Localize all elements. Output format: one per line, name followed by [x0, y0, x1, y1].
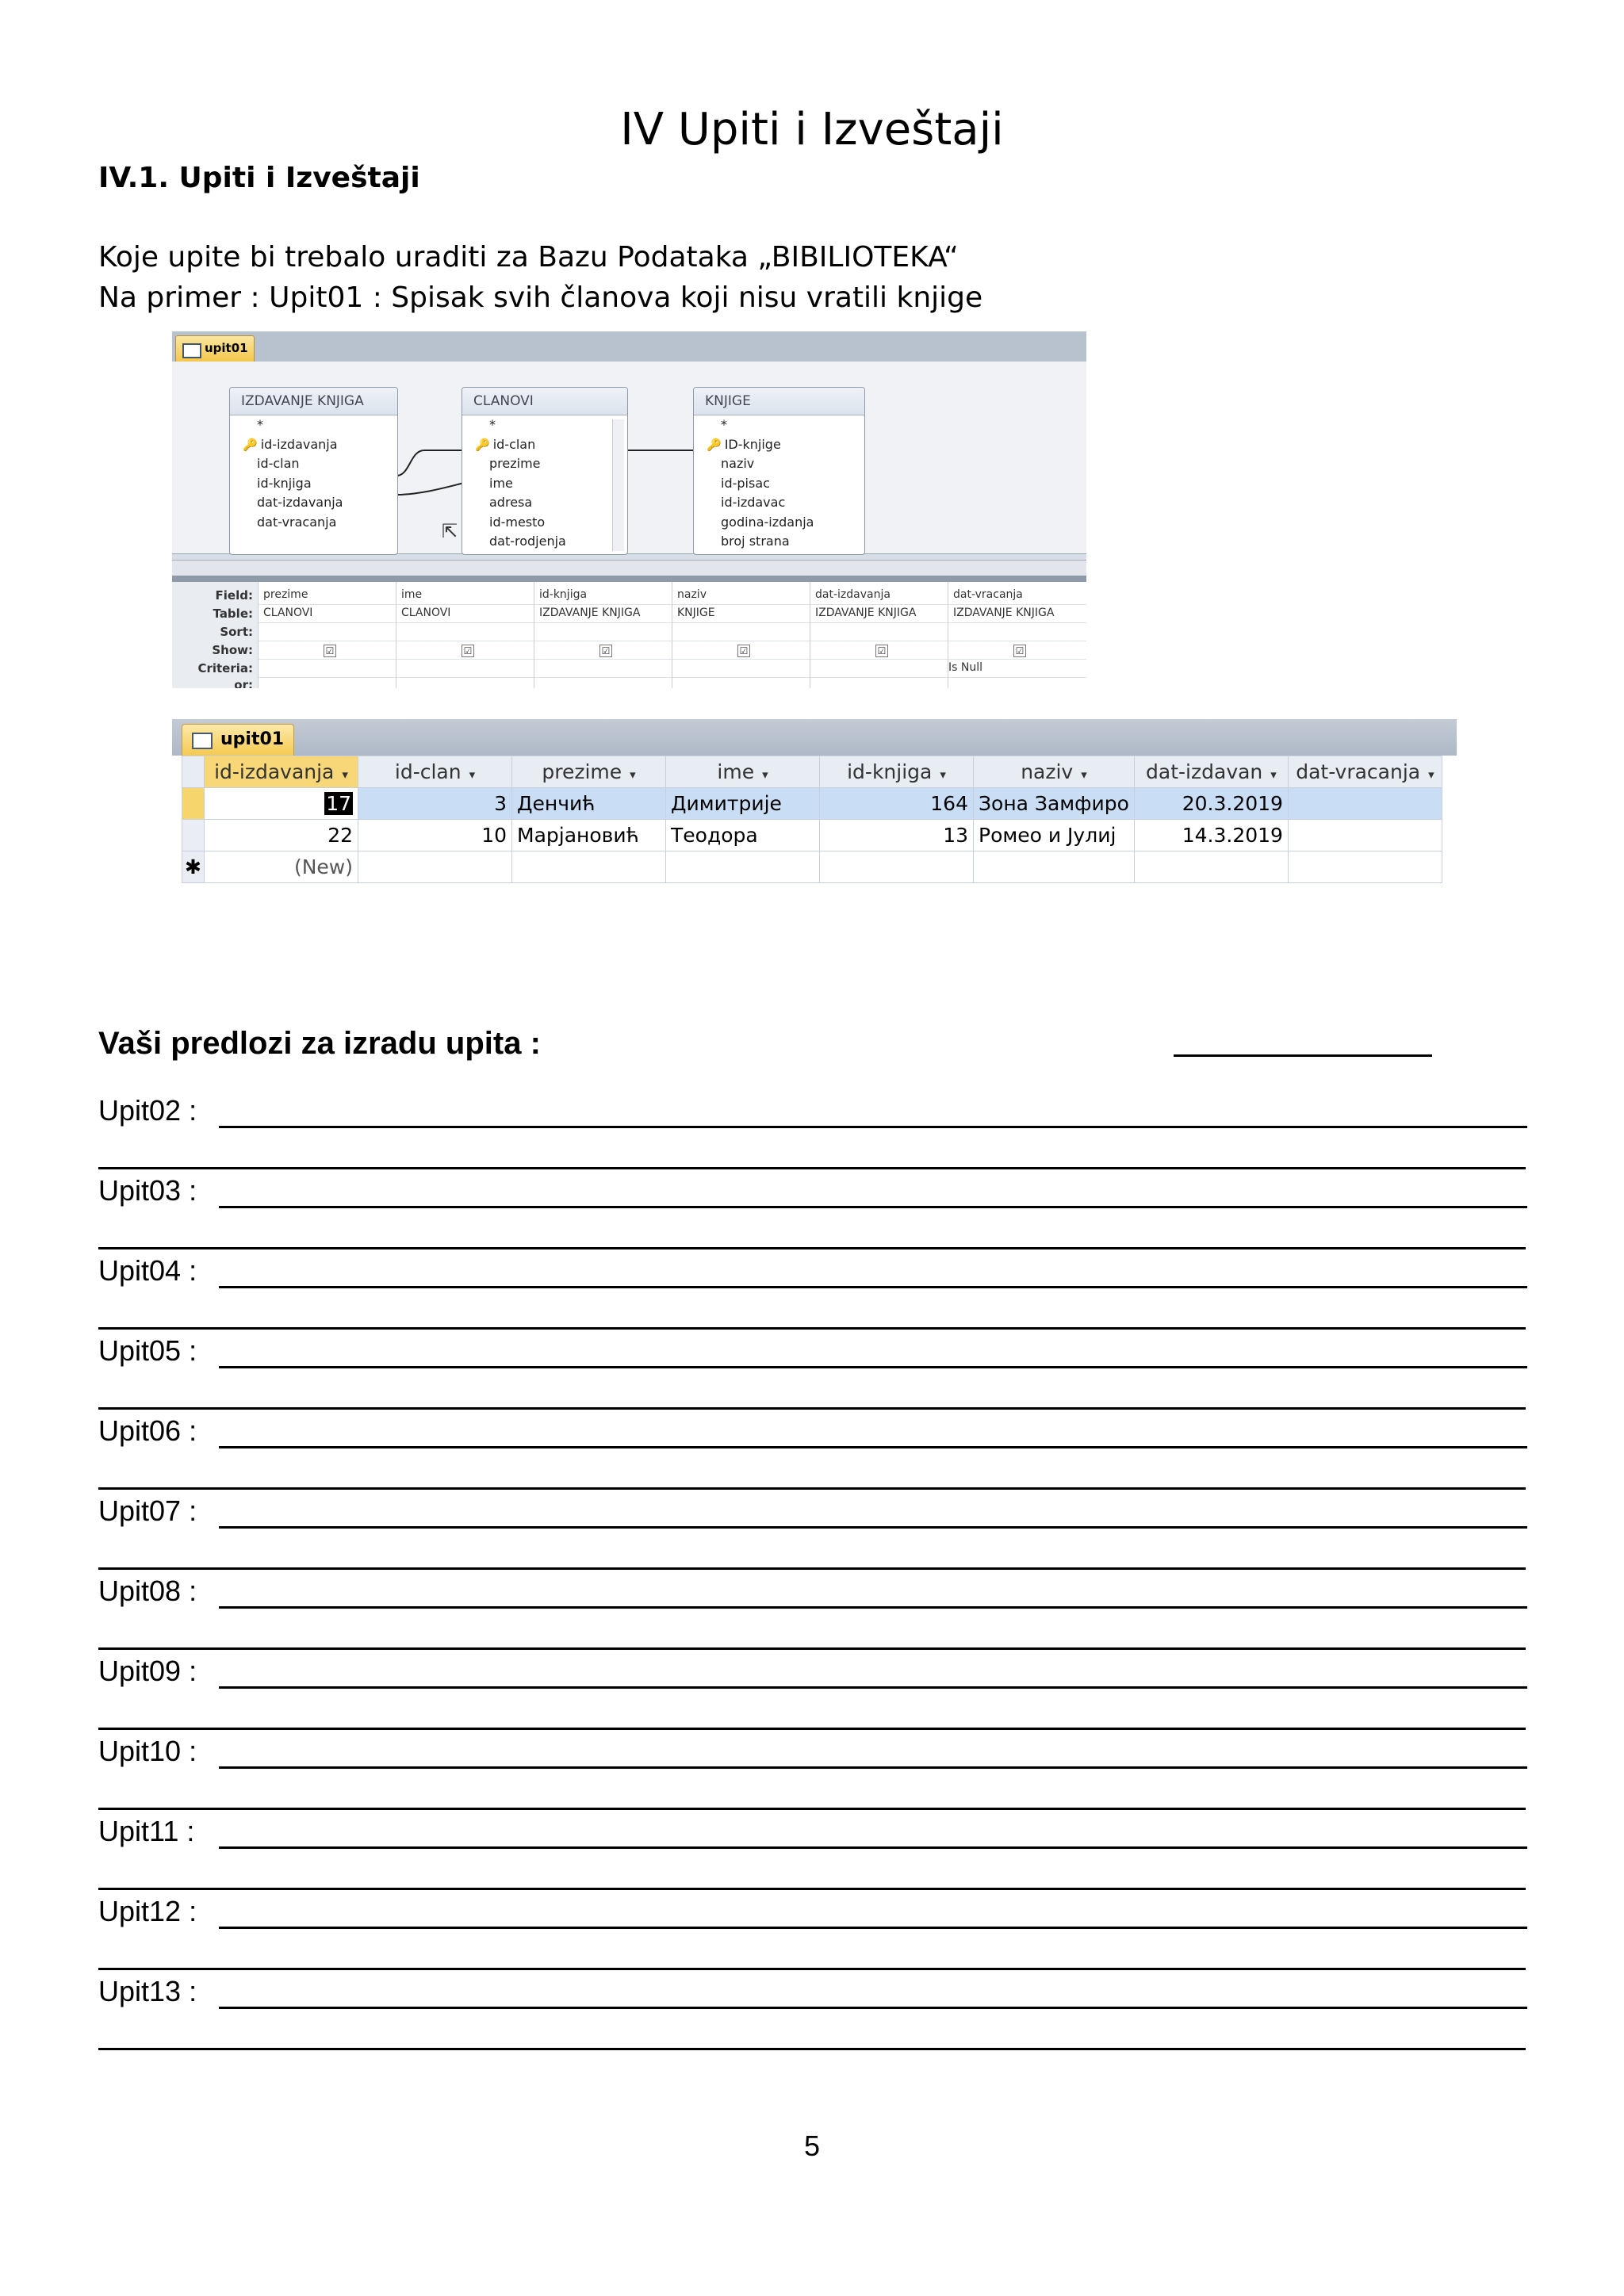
chevron-down-icon[interactable]: ▾	[940, 767, 946, 782]
column-header[interactable]: id-clan ▾	[358, 756, 512, 788]
answer-line[interactable]	[219, 1927, 1527, 1929]
answer-line-continuation[interactable]	[98, 1247, 1526, 1249]
query-label: Upit12 :	[98, 1895, 197, 1927]
field[interactable]: dat-vracanja	[257, 514, 337, 530]
answer-line[interactable]	[219, 1686, 1527, 1689]
cell-prezime[interactable]: Денчић	[512, 788, 666, 820]
table-row[interactable]	[182, 820, 1442, 851]
table-name: KNJIGE	[694, 388, 864, 415]
pane-horizontal-scrollbar[interactable]	[172, 560, 1086, 576]
grid-field[interactable]: dat-vracanja	[953, 588, 1023, 601]
page-number: 5	[803, 2130, 821, 2162]
field[interactable]: 🔑 ID-knjige	[707, 436, 781, 452]
chevron-down-icon[interactable]: ▾	[1081, 767, 1087, 782]
grid-field[interactable]: id-knjiga	[539, 588, 588, 601]
query-label: Upit08 :	[98, 1575, 197, 1607]
row-label-criteria: Criteria:	[197, 661, 253, 675]
new-record-label[interactable]: (New)	[205, 851, 358, 883]
query-tab-label: upit01	[205, 341, 248, 355]
grid-field[interactable]: ime	[401, 588, 423, 601]
row-label-field: Field:	[215, 588, 253, 603]
table-knjige[interactable]	[693, 387, 865, 555]
header-row	[182, 756, 1442, 788]
new-record-icon: ✱	[182, 851, 205, 883]
cell-id-knjiga[interactable]: 13	[820, 820, 974, 851]
row-selector[interactable]	[182, 788, 205, 820]
field[interactable]: *	[721, 417, 727, 432]
show-checkbox[interactable]: ☑	[1013, 645, 1026, 657]
field[interactable]: *	[257, 417, 263, 432]
grid-table[interactable]: CLANOVI	[401, 607, 451, 619]
answer-line[interactable]	[219, 1446, 1527, 1448]
empty-cell[interactable]	[820, 851, 974, 883]
datasheet-table	[182, 756, 1442, 883]
field[interactable]: 🔑 id-clan	[475, 436, 536, 452]
show-checkbox[interactable]: ☑	[324, 645, 336, 657]
query-icon	[192, 733, 213, 749]
grid-table[interactable]: IZDAVANJE KNJIGA	[539, 607, 641, 619]
grid-row-labels	[172, 582, 258, 688]
field[interactable]: dat-izdavanja	[257, 495, 343, 510]
empty-cell[interactable]	[1134, 851, 1288, 883]
field[interactable]: prezime	[489, 456, 541, 471]
cell-naziv[interactable]: Зона Замфиро	[974, 788, 1135, 820]
row-label-or: or:	[234, 678, 253, 688]
cell-id-clan[interactable]: 3	[358, 788, 512, 820]
answer-line-continuation[interactable]	[98, 1968, 1526, 1970]
cell-prezime[interactable]: Марјановић	[512, 820, 666, 851]
chevron-down-icon[interactable]: ▾	[1270, 767, 1277, 782]
answer-line-continuation[interactable]	[98, 1808, 1526, 1810]
column-header[interactable]: prezime ▾	[512, 756, 666, 788]
cell-dat-izdavanja[interactable]: 20.3.2019	[1134, 788, 1288, 820]
field[interactable]: ime	[489, 475, 513, 491]
field[interactable]: broj strana	[721, 534, 790, 549]
table-izdavanje-knjiga[interactable]	[229, 387, 398, 555]
chevron-down-icon[interactable]: ▾	[630, 767, 636, 782]
field[interactable]: id-clan	[257, 456, 300, 471]
answer-line[interactable]	[219, 2007, 1527, 2009]
cell-id-izdavanja[interactable]: 22	[205, 820, 358, 851]
answer-line-continuation[interactable]	[98, 1487, 1526, 1490]
select-all-corner[interactable]	[182, 756, 205, 788]
cell-id-knjiga[interactable]: 164	[820, 788, 974, 820]
mouse-cursor-icon: ⇱	[442, 520, 458, 542]
query-label: Upit05 :	[98, 1334, 197, 1367]
row-label-show: Show:	[212, 643, 253, 657]
query-label: Upit10 :	[98, 1735, 197, 1767]
query-label: Upit06 :	[98, 1414, 197, 1447]
grid-column-dat-vracanja[interactable]	[948, 582, 1086, 688]
chapter-title: IV Upiti i Izveštaji	[620, 104, 1004, 155]
key-icon: 🔑	[243, 437, 258, 452]
answer-line[interactable]	[219, 1766, 1527, 1769]
field[interactable]: id-pisac	[721, 475, 770, 491]
column-header[interactable]: id-izdavanja ▾	[205, 756, 358, 788]
cell-ime[interactable]: Димитрије	[666, 788, 820, 820]
show-checkbox[interactable]: ☑	[599, 645, 612, 657]
empty-cell[interactable]	[1288, 851, 1442, 883]
query-tab[interactable]	[175, 335, 255, 362]
chevron-down-icon[interactable]: ▾	[762, 767, 768, 782]
query-label: Upit13 :	[98, 1975, 197, 2007]
chevron-down-icon[interactable]: ▾	[469, 767, 476, 782]
field[interactable]: godina-izdanja	[721, 514, 814, 530]
show-checkbox[interactable]: ☑	[737, 645, 750, 657]
cell-id-clan[interactable]: 10	[358, 820, 512, 851]
answer-line[interactable]	[219, 1606, 1527, 1609]
answer-line-continuation[interactable]	[98, 1567, 1526, 1570]
key-icon: 🔑	[707, 437, 722, 452]
answer-line[interactable]	[219, 1126, 1527, 1128]
row-label-sort: Sort:	[220, 625, 253, 639]
datasheet-screenshot	[172, 719, 1457, 894]
answer-line-continuation[interactable]	[98, 1327, 1526, 1330]
intro-question: Koje upite bi trebalo uraditi za Bazu Podataka „BIBILIOTEKA“	[98, 241, 959, 274]
field[interactable]: dat-rodjenja	[489, 534, 566, 549]
field[interactable]: id-mesto	[489, 514, 546, 530]
grid-column-id-knjiga[interactable]	[534, 582, 672, 688]
pane-splitter[interactable]	[172, 576, 1086, 582]
cell-dat-vracanja[interactable]	[1288, 788, 1442, 820]
grid-field[interactable]: prezime	[263, 588, 308, 601]
answer-line-continuation[interactable]	[98, 1167, 1526, 1169]
table-name: CLANOVI	[462, 388, 627, 415]
cell-dat-vracanja[interactable]	[1288, 820, 1442, 851]
answer-line-continuation[interactable]	[98, 1647, 1526, 1650]
query-design-tabbar	[172, 331, 1086, 362]
grid-table[interactable]: CLANOVI	[263, 607, 313, 619]
answer-line[interactable]	[219, 1206, 1527, 1208]
column-header[interactable]: ime ▾	[666, 756, 820, 788]
cell-id-izdavanja[interactable]: 17	[205, 788, 358, 820]
answer-line-continuation[interactable]	[98, 1728, 1526, 1730]
query-label: Upit09 :	[98, 1655, 197, 1687]
new-record-row[interactable]	[182, 851, 1442, 883]
table-scrollbar[interactable]	[612, 419, 624, 551]
table-clanovi[interactable]	[462, 387, 628, 555]
query-icon	[182, 343, 201, 358]
grid-table[interactable]: IZDAVANJE KNJIGA	[953, 607, 1055, 619]
key-icon: 🔑	[475, 437, 490, 452]
table-pane	[172, 362, 1086, 554]
suggestions-blank-line	[1174, 1054, 1432, 1057]
design-grid	[172, 582, 1086, 688]
field[interactable]: *	[489, 417, 496, 432]
empty-cell[interactable]	[974, 851, 1135, 883]
grid-criteria[interactable]: Is Null	[948, 661, 982, 674]
table-name: IZDAVANJE KNJIGA	[230, 388, 397, 415]
suggestions-title: Vaši predlozi za izradu upita :	[98, 1026, 541, 1061]
datasheet-tab[interactable]	[182, 724, 294, 756]
answer-line[interactable]	[219, 1366, 1527, 1368]
section-heading: IV.1. Upiti i Izveštaji	[98, 162, 420, 194]
query-design-screenshot	[172, 331, 1086, 688]
answer-line[interactable]	[219, 1846, 1527, 1849]
empty-cell[interactable]	[666, 851, 820, 883]
row-selector[interactable]	[182, 820, 205, 851]
grid-field[interactable]: dat-izdavanja	[815, 588, 891, 601]
table-row[interactable]	[182, 788, 1442, 820]
chevron-down-icon[interactable]: ▾	[1428, 767, 1434, 782]
show-checkbox[interactable]: ☑	[875, 645, 888, 657]
query-label: Upit02 :	[98, 1094, 197, 1127]
field[interactable]: id-knjiga	[257, 475, 312, 491]
field[interactable]: naziv	[721, 456, 755, 471]
datasheet-tab-label: upit01	[220, 729, 285, 749]
cell-ime[interactable]: Теодора	[666, 820, 820, 851]
answer-line-continuation[interactable]	[98, 1407, 1526, 1410]
grid-column-prezime[interactable]	[258, 582, 396, 688]
column-header[interactable]: id-knjiga ▾	[820, 756, 974, 788]
column-header[interactable]: dat-izdavan ▾	[1134, 756, 1288, 788]
grid-table[interactable]: IZDAVANJE KNJIGA	[815, 607, 917, 619]
row-label-table: Table:	[213, 607, 253, 621]
column-header[interactable]: naziv ▾	[974, 756, 1135, 788]
column-header[interactable]: dat-vracanja ▾	[1288, 756, 1442, 788]
answer-line-continuation[interactable]	[98, 1888, 1526, 1890]
field[interactable]: id-izdavac	[721, 495, 786, 510]
query-label: Upit11 :	[98, 1815, 195, 1847]
empty-cell[interactable]	[358, 851, 512, 883]
grid-column-dat-izdavanja[interactable]	[810, 582, 948, 688]
datasheet-tabbar	[172, 719, 1457, 756]
grid-column-ime[interactable]	[396, 582, 534, 688]
answer-line-continuation[interactable]	[98, 2048, 1526, 2050]
grid-field[interactable]: naziv	[677, 588, 707, 601]
cell-naziv[interactable]: Ромео и Јулиј	[974, 820, 1135, 851]
grid-table[interactable]: KNJIGE	[677, 607, 715, 619]
cell-dat-izdavanja[interactable]: 14.3.2019	[1134, 820, 1288, 851]
grid-column-naziv[interactable]	[672, 582, 810, 688]
answer-line[interactable]	[219, 1526, 1527, 1529]
intro-example: Na primer : Upit01 : Spisak svih članova koji nisu vratili knjige	[98, 281, 983, 314]
show-checkbox[interactable]: ☑	[462, 645, 474, 657]
answer-line[interactable]	[219, 1286, 1527, 1288]
empty-cell[interactable]	[512, 851, 666, 883]
query-label: Upit03 :	[98, 1174, 197, 1207]
field[interactable]: adresa	[489, 495, 533, 510]
query-label: Upit07 :	[98, 1494, 197, 1527]
field[interactable]: 🔑 id-izdavanja	[243, 436, 338, 452]
query-label: Upit04 :	[98, 1254, 197, 1287]
chevron-down-icon[interactable]: ▾	[342, 767, 348, 782]
